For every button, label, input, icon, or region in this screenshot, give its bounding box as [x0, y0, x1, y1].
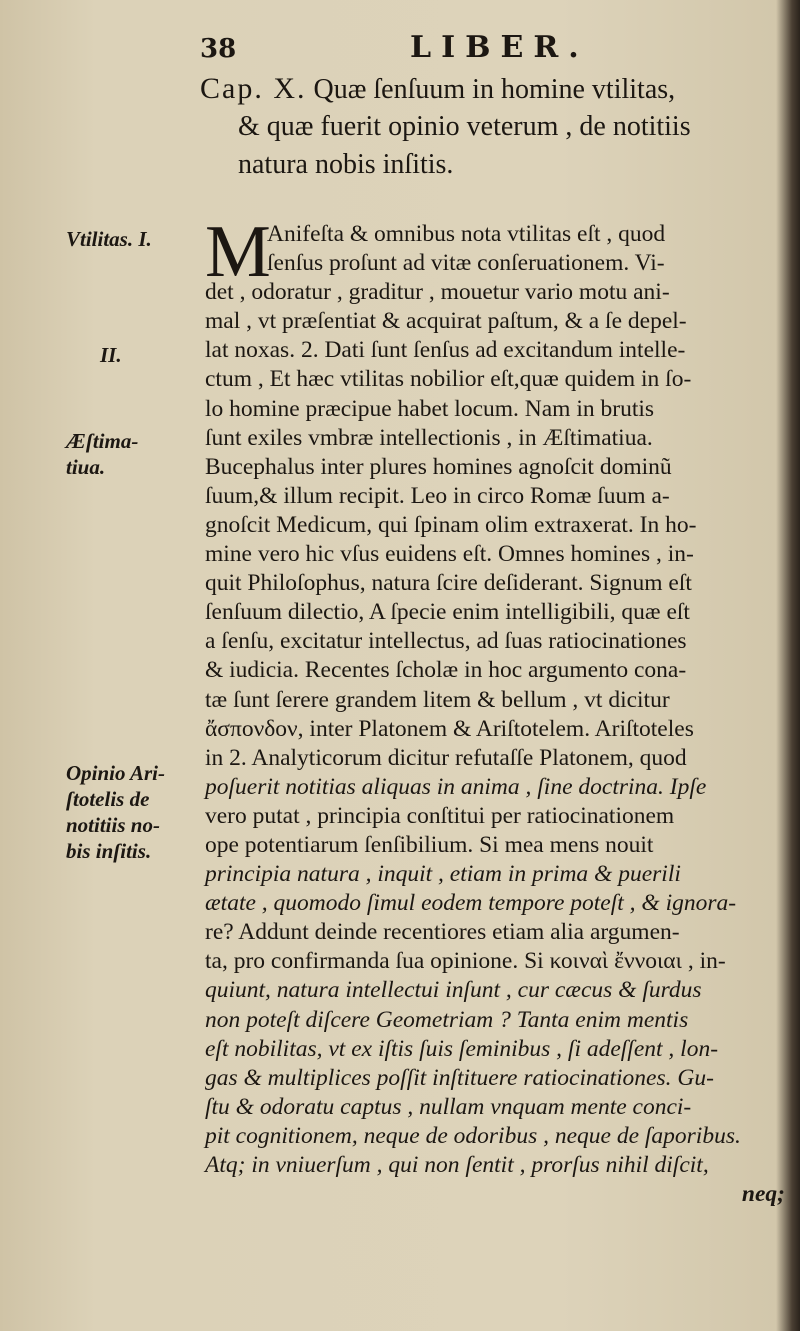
body-line: principia natura , inquit , etiam in prima & puerili — [205, 861, 681, 888]
body-line: ætate , quomodo ſimul eodem tempore poteſt , & ignora- — [205, 890, 737, 917]
body-line: ἄσπονδον, inter Platonem & Ariſtotelem. Ariſtoteles — [205, 715, 694, 742]
body-text — [205, 211, 785, 1209]
body-line: ctum , Et hæc vtilitas nobilior eſt,quæ quidem in ſo- — [205, 366, 692, 393]
body-line: vero putat , principia conſtitui per ratiocinationem — [205, 802, 675, 829]
body-line: quiunt, natura intellectui inſunt , cur cæcus & ſurdus — [205, 977, 702, 1004]
body-line: Bucephalus inter plures homines agnoſcit dominũ — [205, 453, 672, 480]
body-line: eſt nobilitas, vt ex iſtis ſuis ſeminibus , ſi adeſſent , lon- — [205, 1035, 719, 1062]
body-line: ſtu & odoratu captus , nullam vnquam mente conci- — [205, 1093, 692, 1120]
body-line: ope potentiarum ſenſibilium. Si mea mens nouit — [205, 831, 654, 858]
drop-cap: M — [205, 211, 271, 293]
chapter-label: Cap. X. — [200, 72, 307, 105]
page-number: 38 — [200, 34, 237, 64]
body-line: gnoſcit Medicum, qui ſpinam olim extraxerat. In ho- — [205, 511, 697, 538]
body-line: ſenſus proſunt ad vitæ conſeruationem. Vi- — [267, 250, 665, 277]
body-line: gas & multiplices poſſit inſtituere ratiocinationes. Gu- — [205, 1064, 714, 1091]
body-line: non poteſt diſcere Geometriam ? Tanta enim mentis — [205, 1006, 689, 1033]
body-line: lat noxas. 2. Dati ſunt ſenſus ad excitandum intelle- — [205, 337, 686, 364]
running-title: LIBER. — [410, 30, 589, 65]
body-line: quit Philoſophus, natura ſcire deſiderant. Signum eſt — [205, 570, 692, 597]
body-line: Atq; in vniuerſum , qui non ſentit , prorſus nihil diſcit, — [205, 1152, 709, 1178]
body-line: ſuum,& illum recipit. Leo in circo Romæ ſuum a- — [205, 482, 670, 509]
body-line: mal , vt præſentiat & acquirat paſtum, & a ſe depel- — [205, 308, 687, 335]
margin-note: ſtotelis de — [66, 787, 150, 811]
body-line: lo homine præcipue habet locum. Nam in brutis — [205, 395, 655, 422]
body-line: in 2. Analyticorum dicitur refutaſſe Platonem, quod — [205, 744, 687, 771]
body-line: mine vero hic vſus euidens eſt. Omnes homines , in- — [205, 541, 694, 568]
body-line: tæ ſunt ſerere grandem litem & bellum , vt dicitur — [205, 686, 670, 713]
body-line: det , odoratur , graditur , mouetur vario motu ani- — [205, 279, 670, 306]
body-line: pit cognitionem, neque de odoribus , neque de ſaporibus. — [205, 1122, 741, 1149]
margin-note: notitiis no- — [66, 813, 160, 837]
margin-note: Vtilitas. I. — [66, 227, 152, 251]
body-line: & iudicia. Recentes ſcholæ in hoc argumento cona- — [205, 657, 687, 684]
margin-note: Opinio Ari- — [66, 761, 165, 785]
chapter-title-line: & quæ fuerit opinio veterum , de notitiis — [238, 111, 691, 142]
body-line: ſenſuum dilectio, A ſpecie enim intelligibili, quæ eſt — [205, 599, 690, 626]
body-line: ſunt exiles vmbræ intellectionis , in Æſtimatiua. — [205, 424, 653, 451]
catchword: neq; — [741, 1181, 785, 1208]
chapter-heading — [200, 70, 770, 184]
chapter-title-line: natura nobis inſitis. — [238, 149, 454, 180]
body-line: re? Addunt deinde recentiores etiam alia argumen- — [205, 919, 680, 946]
page-header — [200, 28, 760, 68]
margin-note: bis inſitis. — [66, 839, 152, 863]
margin-note: tiua. — [66, 455, 106, 479]
body-line: a ſenſu, excitatur intellectus, ad ſuas ratiocinationes — [205, 628, 687, 655]
chapter-title-line: Quæ ſenſuum in homine vtilitas, — [313, 74, 676, 105]
body-line: poſuerit notitias aliquas in anima , ſine doctrina. Ipſe — [205, 773, 707, 800]
margin-note: II. — [100, 343, 122, 367]
body-line: ta, pro confirmanda ſua opinione. Si κοιναὶ ἔννοιαι , in- — [205, 948, 726, 975]
body-line: M Anifeſta & omnibus nota vtilitas eſt , quod — [205, 211, 666, 293]
margin-note: Æſtima- — [66, 429, 139, 453]
